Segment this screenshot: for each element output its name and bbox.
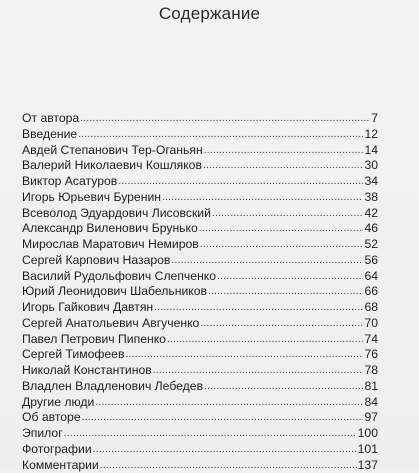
toc-entry-page: 68 — [364, 300, 378, 316]
toc-entry — [22, 316, 378, 332]
toc-entry — [22, 253, 378, 269]
toc-dot-leader — [153, 363, 364, 379]
toc-entry — [22, 363, 378, 379]
toc-entry — [22, 426, 378, 442]
toc-dot-leader — [78, 127, 363, 143]
toc-dot-leader — [64, 426, 357, 442]
toc-entry-title: Авдей Степанович Тер-Оганьян — [22, 143, 203, 159]
toc-entry-page: 30 — [364, 158, 378, 174]
toc-entry-page: 46 — [364, 221, 378, 237]
toc-entry — [22, 347, 378, 363]
toc-entry — [22, 300, 378, 316]
toc-entry-page: 70 — [364, 316, 378, 332]
toc-dot-leader — [200, 316, 363, 332]
toc-entry-page: 42 — [364, 206, 378, 222]
toc-dot-leader — [95, 395, 363, 411]
toc-entry — [22, 111, 378, 127]
toc-dot-leader — [217, 269, 363, 285]
toc-entry-page: 76 — [364, 347, 378, 363]
toc-entry-title: Мирослав Маратович Немиров — [22, 237, 199, 253]
toc-entry — [22, 284, 378, 300]
toc-entry-page: 56 — [364, 253, 378, 269]
toc-entry — [22, 158, 378, 174]
toc-dot-leader — [80, 111, 370, 127]
toc-dot-leader — [100, 458, 357, 473]
toc-entry — [22, 143, 378, 159]
toc-entry-title: Комментарии — [22, 458, 99, 473]
toc-entry-page: 12 — [364, 127, 378, 143]
toc-dot-leader — [203, 158, 363, 174]
toc-entry-title: Николай Константинов — [22, 363, 152, 379]
toc-entry-title: Всеволод Эдуардович Лисовский — [22, 206, 211, 222]
toc-entry-page: 101 — [358, 442, 378, 458]
toc-entry-title: Виктор Асатуров — [22, 174, 117, 190]
toc-entry-title: Другие люди — [22, 395, 94, 411]
toc-entry-title: Эпилог — [22, 426, 63, 442]
toc-entry — [22, 332, 378, 348]
toc-entry-title: Владлен Владленович Лебедев — [22, 379, 203, 395]
toc-entry-title: Введение — [22, 127, 77, 143]
toc-entry-title: Игорь Гайкович Давтян — [22, 300, 153, 316]
toc-dot-leader — [204, 143, 364, 159]
toc-entry-page: 64 — [364, 269, 378, 285]
toc-entry-title: Фотографии — [22, 442, 92, 458]
toc-entry-title: Александр Виленович Брунько — [22, 221, 198, 237]
toc-entry-title: Юрий Леонидович Шабельников — [22, 284, 207, 300]
toc-dot-leader — [200, 237, 364, 253]
toc-dot-leader — [171, 253, 363, 269]
toc-dot-leader — [82, 410, 364, 426]
toc-dot-leader — [208, 284, 363, 300]
toc-dot-leader — [125, 347, 363, 363]
toc-entry — [22, 442, 378, 458]
toc-entry-title: Игорь Юрьевич Буренин — [22, 190, 161, 206]
toc-entry-title: Павел Петрович Пипенко — [22, 332, 166, 348]
toc-dot-leader — [204, 379, 363, 395]
toc-entry-page: 97 — [364, 410, 378, 426]
toc-dot-leader — [154, 300, 363, 316]
toc-dot-leader — [118, 174, 363, 190]
toc-entry — [22, 395, 378, 411]
toc-entry — [22, 269, 378, 285]
toc-entry — [22, 174, 378, 190]
toc-entry-title: Сергей Тимофеев — [22, 347, 124, 363]
toc-entry — [22, 206, 378, 222]
toc-entry-title: Валерий Николаевич Кошляков — [22, 158, 202, 174]
toc-entry — [22, 221, 378, 237]
toc-entry-title: Василий Рудольфович Слепченко — [22, 269, 216, 285]
toc-entry-page: 81 — [364, 379, 378, 395]
toc-entry-page: 34 — [364, 174, 378, 190]
toc-entry — [22, 379, 378, 395]
toc-dot-leader — [212, 206, 364, 222]
toc-entry — [22, 237, 378, 253]
toc-entry — [22, 127, 378, 143]
toc-entry-title: Сергей Карпович Назаров — [22, 253, 170, 269]
page-title: Содержание — [0, 4, 419, 24]
toc-entry — [22, 410, 378, 426]
toc-entry-page: 74 — [364, 332, 378, 348]
toc-entry-page: 7 — [371, 111, 378, 127]
toc-entry-title: От автора — [22, 111, 79, 127]
toc-entry-page: 100 — [358, 426, 378, 442]
toc-dot-leader — [93, 442, 357, 458]
toc-entry-title: Сергей Анатольевич Авгученко — [22, 316, 199, 332]
toc-entry-page: 66 — [364, 284, 378, 300]
toc-dot-leader — [167, 332, 363, 348]
toc-entry-title: Об авторе — [22, 410, 81, 426]
toc-dot-leader — [162, 190, 363, 206]
toc-entry-page: 84 — [364, 395, 378, 411]
toc-dot-leader — [199, 221, 364, 237]
toc-entry — [22, 458, 378, 473]
toc-entry-page: 38 — [364, 190, 378, 206]
toc-entry — [22, 190, 378, 206]
toc-entry-page: 137 — [358, 458, 378, 473]
table-of-contents — [22, 111, 378, 473]
toc-entry-page: 78 — [364, 363, 378, 379]
toc-entry-page: 14 — [364, 143, 378, 159]
toc-entry-page: 52 — [364, 237, 378, 253]
